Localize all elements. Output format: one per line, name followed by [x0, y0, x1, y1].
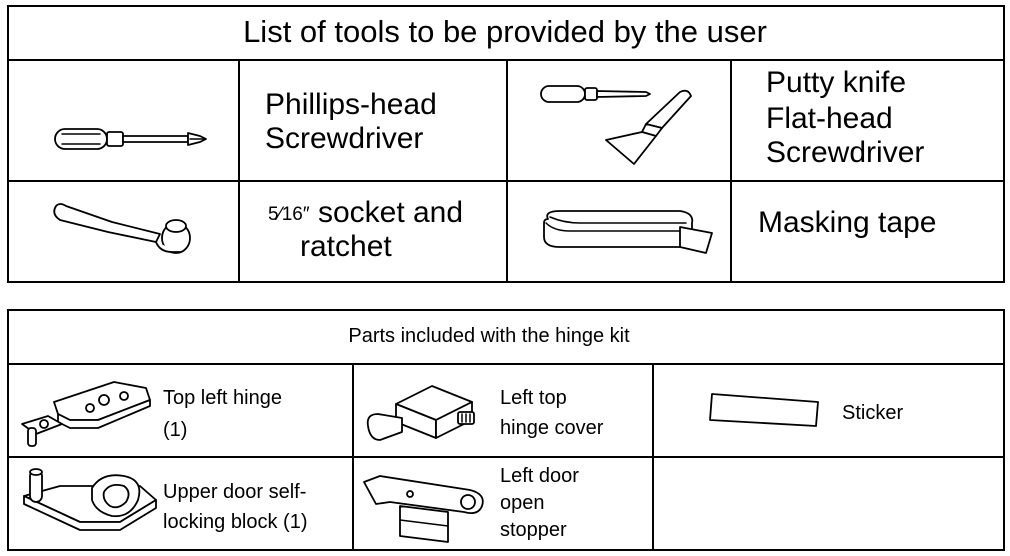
part-label-line: Upper door self-	[163, 481, 307, 503]
top-left-hinge-icon	[14, 374, 154, 448]
parts-table-title: Parts included with the hinge kit	[348, 325, 630, 347]
part-label-line: Top left hinge	[163, 387, 282, 409]
tool-label-line: Flat-head	[766, 102, 893, 135]
empty-cell	[654, 458, 1003, 549]
door-stopper-icon	[360, 472, 490, 548]
tool-label-line: Screwdriver	[766, 136, 925, 169]
part-label-line: stopper	[500, 519, 567, 541]
sticker-icon	[706, 390, 826, 430]
part-label-line: Left top	[500, 387, 567, 409]
part-label-line: Sticker	[842, 402, 904, 424]
tool-label-text: socket and	[317, 196, 464, 229]
tool-label-line	[268, 198, 463, 228]
part-label-line: (1)	[163, 419, 188, 441]
divider	[506, 59, 508, 283]
putty-knife-and-flat-screwdriver-icon	[538, 78, 708, 170]
part-label-line: hinge cover	[500, 417, 604, 439]
divider	[7, 363, 1005, 365]
masking-tape-icon	[540, 205, 715, 257]
self-locking-block-icon	[20, 466, 160, 548]
divider	[238, 59, 240, 283]
tool-label-line: Masking tape	[758, 206, 937, 239]
tool-label-line: Putty knife	[766, 66, 907, 99]
part-label-line: open	[500, 492, 545, 514]
tools-table-title: List of tools to be provided by the user	[243, 14, 767, 49]
tool-label-line: Screwdriver	[265, 122, 424, 155]
socket-ratchet-icon	[48, 196, 198, 258]
hinge-cover-icon	[362, 382, 492, 444]
part-label-line: Left door	[500, 465, 579, 487]
socket-size-fraction: 5⁄16″	[268, 204, 310, 225]
phillips-screwdriver-icon	[50, 122, 210, 158]
tool-label-line: ratchet	[300, 230, 392, 263]
part-label-line: locking block (1)	[163, 511, 308, 533]
divider	[730, 59, 732, 283]
divider	[352, 363, 354, 551]
tool-label-line: Phillips-head	[265, 88, 437, 121]
